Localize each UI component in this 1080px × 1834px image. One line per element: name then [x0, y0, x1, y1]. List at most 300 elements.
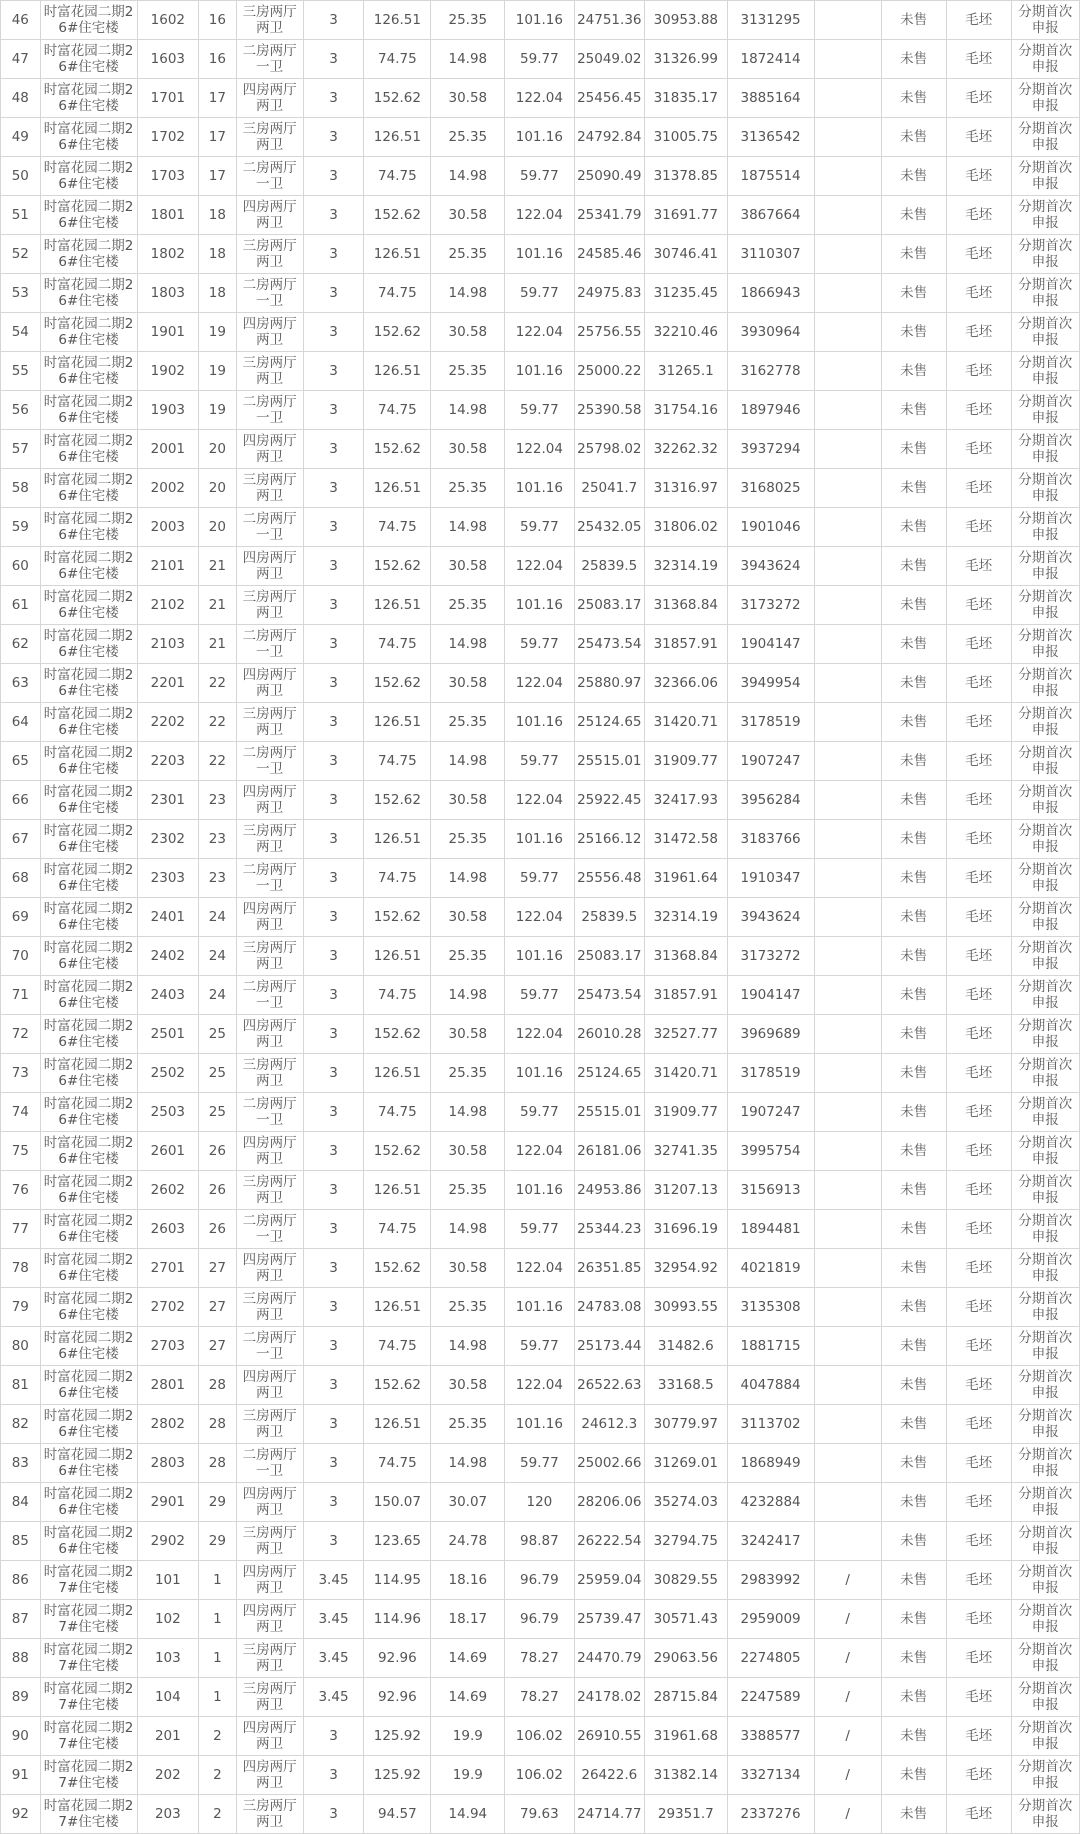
- total-price-cell: 2959009: [727, 1600, 814, 1639]
- inner-unit-price-cell: 31269.01: [645, 1444, 728, 1483]
- shared-area-cell: 25.35: [431, 352, 505, 391]
- inner-area-cell: 101.16: [505, 937, 574, 976]
- building-name-cell: 时富花园二期26#住宅楼: [40, 1054, 137, 1093]
- shared-area-cell: 25.35: [431, 1054, 505, 1093]
- layout-cell: 三房两厅两卫: [236, 1795, 303, 1834]
- floor-height-cell: 3: [303, 1717, 364, 1756]
- unit-number-cell: 1602: [137, 1, 199, 40]
- row-number-cell: 69: [1, 898, 41, 937]
- remark-cell: [814, 1444, 881, 1483]
- inner-unit-price-cell: 31857.91: [645, 625, 728, 664]
- table-row: [1, 1600, 1080, 1639]
- declaration-type-cell: 分期首次申报: [1011, 1522, 1079, 1561]
- layout-cell: 三房两厅两卫: [236, 1054, 303, 1093]
- inner-area-cell: 59.77: [505, 859, 574, 898]
- inner-area-cell: 122.04: [505, 664, 574, 703]
- unit-price-cell: 26910.55: [574, 1717, 644, 1756]
- decoration-cell: 毛坯: [946, 898, 1011, 937]
- floor-cell: 17: [199, 79, 236, 118]
- total-area-cell: 152.62: [364, 898, 431, 937]
- floor-cell: 26: [199, 1132, 236, 1171]
- inner-area-cell: 122.04: [505, 313, 574, 352]
- unit-price-cell: 24783.08: [574, 1288, 644, 1327]
- floor-cell: 24: [199, 976, 236, 1015]
- layout-cell: 二房两厅一卫: [236, 976, 303, 1015]
- unit-price-cell: 25798.02: [574, 430, 644, 469]
- layout-cell: 二房两厅一卫: [236, 625, 303, 664]
- remark-cell: [814, 1093, 881, 1132]
- declaration-type-cell: 分期首次申报: [1011, 664, 1079, 703]
- decoration-cell: 毛坯: [946, 1522, 1011, 1561]
- table-row: [1, 625, 1080, 664]
- remark-cell: [814, 118, 881, 157]
- inner-area-cell: 59.77: [505, 625, 574, 664]
- remark-cell: [814, 1522, 881, 1561]
- unit-number-cell: 1703: [137, 157, 199, 196]
- total-area-cell: 126.51: [364, 1171, 431, 1210]
- inner-area-cell: 101.16: [505, 235, 574, 274]
- total-area-cell: 152.62: [364, 430, 431, 469]
- total-area-cell: 74.75: [364, 274, 431, 313]
- floor-height-cell: 3: [303, 1288, 364, 1327]
- total-price-cell: 3943624: [727, 547, 814, 586]
- building-name-cell: 时富花园二期26#住宅楼: [40, 40, 137, 79]
- remark-cell: /: [814, 1561, 881, 1600]
- floor-height-cell: 3: [303, 703, 364, 742]
- total-area-cell: 126.51: [364, 586, 431, 625]
- floor-cell: 28: [199, 1405, 236, 1444]
- unit-price-cell: 25124.65: [574, 1054, 644, 1093]
- inner-unit-price-cell: 31326.99: [645, 40, 728, 79]
- total-price-cell: 3178519: [727, 1054, 814, 1093]
- inner-unit-price-cell: 31754.16: [645, 391, 728, 430]
- row-number-cell: 85: [1, 1522, 41, 1561]
- unit-number-cell: 2103: [137, 625, 199, 664]
- sale-status-cell: 未售: [881, 196, 946, 235]
- table-row: [1, 1795, 1080, 1834]
- building-name-cell: 时富花园二期26#住宅楼: [40, 781, 137, 820]
- remark-cell: [814, 781, 881, 820]
- floor-cell: 17: [199, 157, 236, 196]
- remark-cell: [814, 976, 881, 1015]
- decoration-cell: 毛坯: [946, 781, 1011, 820]
- table-row: [1, 235, 1080, 274]
- declaration-type-cell: 分期首次申报: [1011, 976, 1079, 1015]
- remark-cell: [814, 937, 881, 976]
- total-price-cell: 2247589: [727, 1678, 814, 1717]
- building-name-cell: 时富花园二期27#住宅楼: [40, 1600, 137, 1639]
- remark-cell: [814, 391, 881, 430]
- remark-cell: [814, 742, 881, 781]
- table-row: [1, 313, 1080, 352]
- table-body: [1, 1, 1080, 1834]
- floor-cell: 23: [199, 859, 236, 898]
- layout-cell: 四房两厅两卫: [236, 1561, 303, 1600]
- total-area-cell: 74.75: [364, 976, 431, 1015]
- total-price-cell: 3168025: [727, 469, 814, 508]
- table-row: [1, 859, 1080, 898]
- total-area-cell: 74.75: [364, 1444, 431, 1483]
- building-name-cell: 时富花园二期26#住宅楼: [40, 1132, 137, 1171]
- remark-cell: /: [814, 1795, 881, 1834]
- sale-status-cell: 未售: [881, 859, 946, 898]
- floor-height-cell: 3: [303, 898, 364, 937]
- row-number-cell: 86: [1, 1561, 41, 1600]
- inner-unit-price-cell: 31961.68: [645, 1717, 728, 1756]
- table-row: [1, 469, 1080, 508]
- sale-status-cell: 未售: [881, 625, 946, 664]
- unit-number-cell: 103: [137, 1639, 199, 1678]
- total-area-cell: 126.51: [364, 1405, 431, 1444]
- unit-number-cell: 1903: [137, 391, 199, 430]
- table-row: [1, 40, 1080, 79]
- shared-area-cell: 30.58: [431, 1015, 505, 1054]
- unit-price-cell: 26222.54: [574, 1522, 644, 1561]
- declaration-type-cell: 分期首次申报: [1011, 781, 1079, 820]
- floor-cell: 23: [199, 820, 236, 859]
- unit-price-cell: 25090.49: [574, 157, 644, 196]
- inner-unit-price-cell: 32794.75: [645, 1522, 728, 1561]
- unit-price-cell: 25083.17: [574, 937, 644, 976]
- total-area-cell: 126.51: [364, 235, 431, 274]
- inner-area-cell: 78.27: [505, 1678, 574, 1717]
- inner-unit-price-cell: 31368.84: [645, 937, 728, 976]
- layout-cell: 四房两厅两卫: [236, 313, 303, 352]
- sale-status-cell: 未售: [881, 1483, 946, 1522]
- row-number-cell: 61: [1, 586, 41, 625]
- row-number-cell: 51: [1, 196, 41, 235]
- table-row: [1, 1756, 1080, 1795]
- total-price-cell: 3162778: [727, 352, 814, 391]
- inner-area-cell: 122.04: [505, 1249, 574, 1288]
- total-price-cell: 3113702: [727, 1405, 814, 1444]
- unit-number-cell: 2102: [137, 586, 199, 625]
- inner-area-cell: 101.16: [505, 469, 574, 508]
- inner-area-cell: 101.16: [505, 118, 574, 157]
- shared-area-cell: 14.98: [431, 508, 505, 547]
- sale-status-cell: 未售: [881, 1756, 946, 1795]
- sale-status-cell: 未售: [881, 1210, 946, 1249]
- layout-cell: 三房两厅两卫: [236, 1639, 303, 1678]
- sale-status-cell: 未售: [881, 1405, 946, 1444]
- floor-height-cell: 3: [303, 1795, 364, 1834]
- unit-price-cell: 25083.17: [574, 586, 644, 625]
- total-area-cell: 150.07: [364, 1483, 431, 1522]
- shared-area-cell: 14.69: [431, 1639, 505, 1678]
- remark-cell: [814, 508, 881, 547]
- total-area-cell: 74.75: [364, 859, 431, 898]
- row-number-cell: 53: [1, 274, 41, 313]
- layout-cell: 四房两厅两卫: [236, 1366, 303, 1405]
- building-name-cell: 时富花园二期26#住宅楼: [40, 1444, 137, 1483]
- decoration-cell: 毛坯: [946, 703, 1011, 742]
- sale-status-cell: 未售: [881, 1288, 946, 1327]
- layout-cell: 三房两厅两卫: [236, 937, 303, 976]
- inner-area-cell: 96.79: [505, 1600, 574, 1639]
- sale-status-cell: 未售: [881, 1015, 946, 1054]
- decoration-cell: 毛坯: [946, 118, 1011, 157]
- floor-cell: 27: [199, 1288, 236, 1327]
- total-area-cell: 125.92: [364, 1756, 431, 1795]
- remark-cell: [814, 625, 881, 664]
- floor-height-cell: 3.45: [303, 1678, 364, 1717]
- layout-cell: 二房两厅一卫: [236, 157, 303, 196]
- unit-number-cell: 2401: [137, 898, 199, 937]
- total-price-cell: 3156913: [727, 1171, 814, 1210]
- declaration-type-cell: 分期首次申报: [1011, 508, 1079, 547]
- unit-price-cell: 25739.47: [574, 1600, 644, 1639]
- table-row: [1, 118, 1080, 157]
- declaration-type-cell: 分期首次申报: [1011, 703, 1079, 742]
- layout-cell: 二房两厅一卫: [236, 40, 303, 79]
- floor-height-cell: 3: [303, 391, 364, 430]
- remark-cell: /: [814, 1678, 881, 1717]
- total-area-cell: 152.62: [364, 547, 431, 586]
- table-row: [1, 1678, 1080, 1717]
- declaration-type-cell: 分期首次申报: [1011, 1288, 1079, 1327]
- building-name-cell: 时富花园二期26#住宅楼: [40, 508, 137, 547]
- inner-area-cell: 59.77: [505, 976, 574, 1015]
- sale-status-cell: 未售: [881, 1522, 946, 1561]
- inner-unit-price-cell: 30829.55: [645, 1561, 728, 1600]
- row-number-cell: 66: [1, 781, 41, 820]
- floor-height-cell: 3: [303, 274, 364, 313]
- layout-cell: 三房两厅两卫: [236, 703, 303, 742]
- building-name-cell: 时富花园二期26#住宅楼: [40, 274, 137, 313]
- sale-status-cell: 未售: [881, 1717, 946, 1756]
- unit-price-cell: 25515.01: [574, 1093, 644, 1132]
- total-price-cell: 3969689: [727, 1015, 814, 1054]
- declaration-type-cell: 分期首次申报: [1011, 1444, 1079, 1483]
- floor-cell: 23: [199, 781, 236, 820]
- decoration-cell: 毛坯: [946, 1639, 1011, 1678]
- unit-price-cell: 25922.45: [574, 781, 644, 820]
- floor-height-cell: 3: [303, 1483, 364, 1522]
- shared-area-cell: 14.98: [431, 157, 505, 196]
- total-area-cell: 74.75: [364, 625, 431, 664]
- shared-area-cell: 14.69: [431, 1678, 505, 1717]
- table-row: [1, 1366, 1080, 1405]
- decoration-cell: 毛坯: [946, 547, 1011, 586]
- remark-cell: [814, 79, 881, 118]
- total-price-cell: 3131295: [727, 1, 814, 40]
- declaration-type-cell: 分期首次申报: [1011, 1561, 1079, 1600]
- table-row: [1, 703, 1080, 742]
- inner-unit-price-cell: 32417.93: [645, 781, 728, 820]
- total-area-cell: 74.75: [364, 742, 431, 781]
- table-row: [1, 1444, 1080, 1483]
- row-number-cell: 77: [1, 1210, 41, 1249]
- floor-cell: 22: [199, 742, 236, 781]
- table-row: [1, 1561, 1080, 1600]
- total-area-cell: 126.51: [364, 937, 431, 976]
- table-row: [1, 508, 1080, 547]
- inner-unit-price-cell: 30953.88: [645, 1, 728, 40]
- row-number-cell: 54: [1, 313, 41, 352]
- declaration-type-cell: 分期首次申报: [1011, 1366, 1079, 1405]
- row-number-cell: 49: [1, 118, 41, 157]
- floor-cell: 19: [199, 313, 236, 352]
- total-area-cell: 74.75: [364, 1327, 431, 1366]
- table-row: [1, 79, 1080, 118]
- shared-area-cell: 14.98: [431, 976, 505, 1015]
- building-name-cell: 时富花园二期26#住宅楼: [40, 586, 137, 625]
- total-area-cell: 92.96: [364, 1678, 431, 1717]
- inner-unit-price-cell: 31378.85: [645, 157, 728, 196]
- decoration-cell: 毛坯: [946, 1600, 1011, 1639]
- inner-area-cell: 59.77: [505, 391, 574, 430]
- building-name-cell: 时富花园二期27#住宅楼: [40, 1717, 137, 1756]
- unit-number-cell: 2303: [137, 859, 199, 898]
- floor-cell: 21: [199, 625, 236, 664]
- inner-area-cell: 59.77: [505, 742, 574, 781]
- declaration-type-cell: 分期首次申报: [1011, 1, 1079, 40]
- building-name-cell: 时富花园二期26#住宅楼: [40, 1015, 137, 1054]
- building-name-cell: 时富花园二期26#住宅楼: [40, 118, 137, 157]
- inner-area-cell: 59.77: [505, 274, 574, 313]
- inner-unit-price-cell: 32314.19: [645, 547, 728, 586]
- remark-cell: [814, 1483, 881, 1522]
- remark-cell: [814, 1210, 881, 1249]
- shared-area-cell: 14.98: [431, 625, 505, 664]
- remark-cell: [814, 898, 881, 937]
- sale-status-cell: 未售: [881, 976, 946, 1015]
- building-name-cell: 时富花园二期26#住宅楼: [40, 469, 137, 508]
- floor-cell: 17: [199, 118, 236, 157]
- unit-number-cell: 2403: [137, 976, 199, 1015]
- inner-unit-price-cell: 30779.97: [645, 1405, 728, 1444]
- row-number-cell: 46: [1, 1, 41, 40]
- inner-area-cell: 122.04: [505, 1015, 574, 1054]
- sale-status-cell: 未售: [881, 1366, 946, 1405]
- unit-number-cell: 2803: [137, 1444, 199, 1483]
- sale-status-cell: 未售: [881, 742, 946, 781]
- total-area-cell: 126.51: [364, 1288, 431, 1327]
- floor-cell: 18: [199, 235, 236, 274]
- floor-height-cell: 3: [303, 820, 364, 859]
- decoration-cell: 毛坯: [946, 196, 1011, 235]
- table-row: [1, 1639, 1080, 1678]
- layout-cell: 三房两厅两卫: [236, 235, 303, 274]
- declaration-type-cell: 分期首次申报: [1011, 313, 1079, 352]
- inner-unit-price-cell: 31368.84: [645, 586, 728, 625]
- decoration-cell: 毛坯: [946, 1288, 1011, 1327]
- shared-area-cell: 25.35: [431, 469, 505, 508]
- declaration-type-cell: 分期首次申报: [1011, 1054, 1079, 1093]
- remark-cell: [814, 430, 881, 469]
- shared-area-cell: 19.9: [431, 1717, 505, 1756]
- floor-cell: 20: [199, 508, 236, 547]
- layout-cell: 三房两厅两卫: [236, 820, 303, 859]
- decoration-cell: 毛坯: [946, 742, 1011, 781]
- layout-cell: 二房两厅一卫: [236, 742, 303, 781]
- declaration-type-cell: 分期首次申报: [1011, 1171, 1079, 1210]
- inner-area-cell: 78.27: [505, 1639, 574, 1678]
- unit-number-cell: 2703: [137, 1327, 199, 1366]
- inner-area-cell: 59.77: [505, 508, 574, 547]
- total-area-cell: 152.62: [364, 313, 431, 352]
- declaration-type-cell: 分期首次申报: [1011, 274, 1079, 313]
- row-number-cell: 74: [1, 1093, 41, 1132]
- unit-number-cell: 2702: [137, 1288, 199, 1327]
- total-area-cell: 125.92: [364, 1717, 431, 1756]
- row-number-cell: 67: [1, 820, 41, 859]
- unit-price-cell: 26522.63: [574, 1366, 644, 1405]
- unit-number-cell: 2802: [137, 1405, 199, 1444]
- sale-status-cell: 未售: [881, 1678, 946, 1717]
- decoration-cell: 毛坯: [946, 820, 1011, 859]
- sale-status-cell: 未售: [881, 664, 946, 703]
- building-name-cell: 时富花园二期26#住宅楼: [40, 976, 137, 1015]
- row-number-cell: 64: [1, 703, 41, 742]
- total-price-cell: 1907247: [727, 742, 814, 781]
- shared-area-cell: 30.58: [431, 898, 505, 937]
- inner-unit-price-cell: 31265.1: [645, 352, 728, 391]
- building-name-cell: 时富花园二期26#住宅楼: [40, 742, 137, 781]
- total-area-cell: 152.62: [364, 196, 431, 235]
- declaration-type-cell: 分期首次申报: [1011, 1678, 1079, 1717]
- inner-unit-price-cell: 31316.97: [645, 469, 728, 508]
- layout-cell: 二房两厅一卫: [236, 1093, 303, 1132]
- row-number-cell: 70: [1, 937, 41, 976]
- unit-price-cell: 25756.55: [574, 313, 644, 352]
- total-area-cell: 114.96: [364, 1600, 431, 1639]
- remark-cell: [814, 586, 881, 625]
- sale-status-cell: 未售: [881, 1132, 946, 1171]
- remark-cell: [814, 1171, 881, 1210]
- layout-cell: 二房两厅一卫: [236, 1444, 303, 1483]
- declaration-type-cell: 分期首次申报: [1011, 40, 1079, 79]
- total-price-cell: 3943624: [727, 898, 814, 937]
- sale-status-cell: 未售: [881, 391, 946, 430]
- table-row: [1, 352, 1080, 391]
- building-name-cell: 时富花园二期26#住宅楼: [40, 1210, 137, 1249]
- sale-status-cell: 未售: [881, 547, 946, 586]
- inner-unit-price-cell: 28715.84: [645, 1678, 728, 1717]
- layout-cell: 二房两厅一卫: [236, 391, 303, 430]
- inner-area-cell: 101.16: [505, 1405, 574, 1444]
- unit-price-cell: 25049.02: [574, 40, 644, 79]
- inner-area-cell: 59.77: [505, 1327, 574, 1366]
- sale-status-cell: 未售: [881, 937, 946, 976]
- sale-status-cell: 未售: [881, 820, 946, 859]
- table-row: [1, 430, 1080, 469]
- total-price-cell: 3178519: [727, 703, 814, 742]
- decoration-cell: 毛坯: [946, 1093, 1011, 1132]
- floor-height-cell: 3: [303, 1093, 364, 1132]
- shared-area-cell: 25.35: [431, 703, 505, 742]
- inner-area-cell: 106.02: [505, 1756, 574, 1795]
- table-row: [1, 1522, 1080, 1561]
- unit-number-cell: 2602: [137, 1171, 199, 1210]
- floor-cell: 26: [199, 1210, 236, 1249]
- total-price-cell: 1910347: [727, 859, 814, 898]
- decoration-cell: 毛坯: [946, 1795, 1011, 1834]
- layout-cell: 四房两厅两卫: [236, 196, 303, 235]
- row-number-cell: 72: [1, 1015, 41, 1054]
- inner-unit-price-cell: 31472.58: [645, 820, 728, 859]
- remark-cell: [814, 157, 881, 196]
- building-name-cell: 时富花园二期26#住宅楼: [40, 1327, 137, 1366]
- remark-cell: [814, 1288, 881, 1327]
- row-number-cell: 88: [1, 1639, 41, 1678]
- total-area-cell: 152.62: [364, 1132, 431, 1171]
- layout-cell: 三房两厅两卫: [236, 1, 303, 40]
- floor-height-cell: 3: [303, 1327, 364, 1366]
- row-number-cell: 83: [1, 1444, 41, 1483]
- building-name-cell: 时富花园二期26#住宅楼: [40, 196, 137, 235]
- floor-cell: 16: [199, 40, 236, 79]
